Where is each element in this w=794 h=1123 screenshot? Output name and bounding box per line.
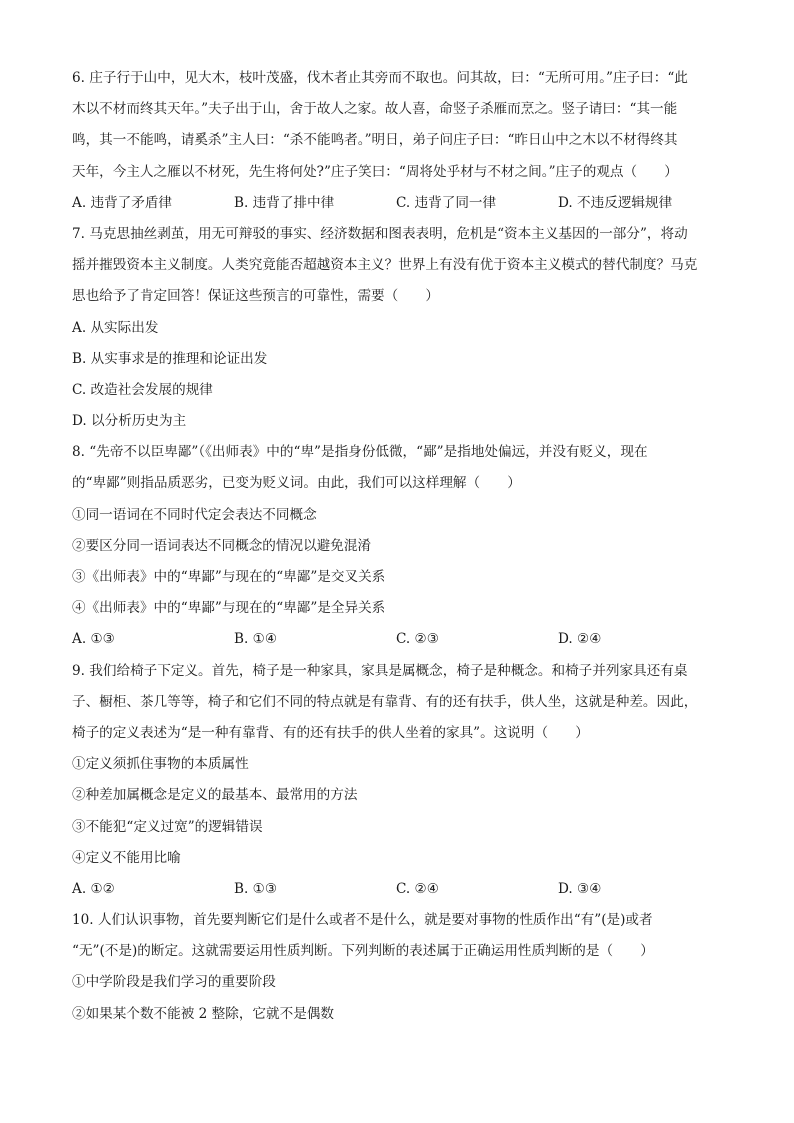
question-text-line: 椅子的定义表述为“是一种有靠背、有的还有扶手的供人坐着的家具”。这说明（ ） xyxy=(72,724,589,741)
question-text-line: 摇并摧毁资本主义制度。人类究竟能否超越资本主义？世界上有没有优于资本主义模式的替代制度？马克 xyxy=(72,257,698,274)
answer-options xyxy=(72,188,716,219)
statement-3: ③不能犯“定义过宽”的逻辑错误 xyxy=(72,818,263,835)
answer-options xyxy=(72,624,716,655)
option-a: A. 违背了矛盾律 xyxy=(72,194,173,211)
option-c: C. 违背了同一律 xyxy=(396,194,497,211)
question-7 xyxy=(72,219,716,437)
question-text-line: 10. 人们认识事物，首先要判断它们是什么或者不是什么，就是要对事物的性质作出“有”(是)或者 xyxy=(72,912,653,929)
question-text-line: “无”(不是)的断定。这就需要运用性质判断。下列判断的表述属于正确运用性质判断的是（ ） xyxy=(72,943,654,960)
option-c: C. ②③ xyxy=(396,631,439,648)
option-b: B. ①③ xyxy=(234,880,278,897)
option-a: A. ①③ xyxy=(72,631,115,648)
option-a: A. ①② xyxy=(72,880,115,897)
statement-1: ①同一语词在不同时代定会表达不同概念 xyxy=(72,506,317,523)
question-8 xyxy=(72,437,716,655)
question-text-line: 鸣，其一不能鸣，请奚杀”主人曰：“杀不能鸣者。”明日，弟子问庄子曰：“昨日山中之木以不材得终其 xyxy=(72,132,678,149)
option-c: C. ②④ xyxy=(396,880,439,897)
statement-1: ①中学阶段是我们学习的重要阶段 xyxy=(72,974,276,991)
question-text-line: 子、橱柜、茶几等等，椅子和它们不同的特点就是有靠背、有的还有扶手，供人坐，这就是种差。因此， xyxy=(72,693,698,710)
statement-2: ②要区分同一语词表达不同概念的情况以避免混淆 xyxy=(72,537,372,554)
statement-2: ②种差加属概念是定义的最基本、最常用的方法 xyxy=(72,787,358,804)
statement-4: ④《出师表》中的“卑鄙”与现在的“卑鄙”是全异关系 xyxy=(72,600,386,617)
statement-4: ④定义不能用比喻 xyxy=(72,849,181,866)
option-d: D. ③④ xyxy=(558,880,602,897)
statement-2: ②如果某个数不能被 2 整除，它就不是偶数 xyxy=(72,1005,334,1022)
question-text-line: 9. 我们给椅子下定义。首先，椅子是一种家具，家具是属概念，椅子是种概念。和椅子并列家具还有桌 xyxy=(72,662,688,679)
option-c: C. 改造社会发展的规律 xyxy=(72,381,213,398)
option-b: B. 违背了排中律 xyxy=(234,194,335,211)
question-9 xyxy=(72,656,716,906)
option-d: D. 以分析历史为主 xyxy=(72,413,187,430)
option-d: D. 不违反逻辑规律 xyxy=(558,194,673,211)
statement-1: ①定义须抓住事物的本质属性 xyxy=(72,756,249,773)
question-10 xyxy=(72,905,716,1030)
question-text-line: 的“卑鄙”则指品质恶劣，已变为贬义词。由此，我们可以这样理解（ ） xyxy=(72,475,521,492)
question-text-line: 6. 庄子行于山中，见大木，枝叶茂盛，伐木者止其旁而不取也。问其故，曰：“无所可用。”庄子曰：“此 xyxy=(72,70,688,86)
option-a: A. 从实际出发 xyxy=(72,319,159,336)
question-text-line: 天年，今主人之雁以不材死，先生将何处?”庄子笑曰：“周将处乎材与不材之间。”庄子的观点（ ） xyxy=(72,163,678,180)
question-text-line: 木以不材而终其天年。”夫子出于山，舍于故人之家。故人喜，命竖子杀雁而烹之。竖子请曰：“其一能 xyxy=(72,101,678,118)
option-d: D. ②④ xyxy=(558,631,602,648)
question-6 xyxy=(72,63,716,219)
question-text-line: 7. 马克思抽丝剥茧，用无可辩驳的事实、经济数据和图表表明，危机是“资本主义基因的一部分”，将动 xyxy=(72,225,688,242)
option-b: B. ①④ xyxy=(234,631,278,648)
question-text-line: 8. “先帝不以臣卑鄙”（《出师表》中的“卑”是指身份低微，“鄙”是指地处偏远，并没有贬义，现在 xyxy=(72,444,648,461)
statement-3: ③《出师表》中的“卑鄙”与现在的“卑鄙”是交叉关系 xyxy=(72,569,386,585)
question-text-line: 思也给予了肯定回答！保证这些预言的可靠性，需要（ ） xyxy=(72,288,440,305)
option-b: B. 从实事求是的推理和论证出发 xyxy=(72,350,268,367)
answer-options xyxy=(72,874,716,905)
